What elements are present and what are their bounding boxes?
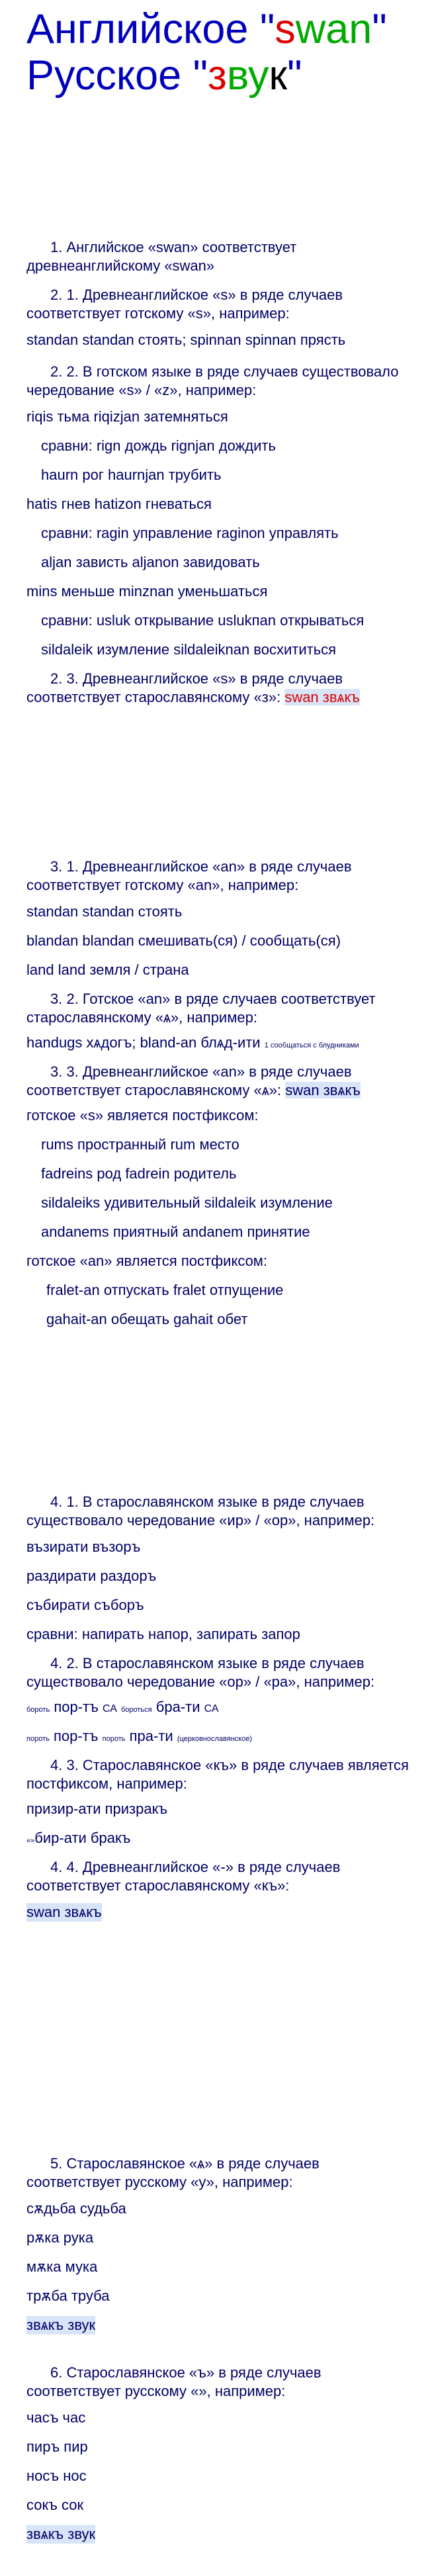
s3-example-9: swan звѧкъ [26,1904,102,1920]
s4-example-1: сѫдьба судьба [26,2200,126,2217]
s1-example-2: riqis тьма riqizjan затемняться [26,408,228,425]
s1-example-8: mins меньше minznan уменьшаться [26,583,268,600]
s1-example-4: haurn рог haurnjan трубить [41,466,222,483]
s1-example-6: сравни: ragin управление raginon управлять [41,525,339,541]
title-line-1: Английское "swan" [26,6,387,52]
s1-example-5: hatis гнев hatizon гневаться [26,496,212,512]
s3-example-3: събирати съборъ [26,1597,144,1613]
s2-example-6: fadreins род fadrein родитель [41,1165,237,1182]
s5-example-3: носъ нос [26,2467,87,2484]
s2-example-7: sildaleiks удивительный sildaleik изумление [41,1194,333,1211]
s1-example-7: aljan зависть aljanon завидовать [41,554,260,570]
s4-example-5: звѧкъ звук [26,2317,96,2333]
s2-paragraph-2: 3. 2. Готское «an» в ряде случаев соответствует старославянскому «ѧ», например: [26,991,376,1026]
s3-example-6: пороть пор-тъ пороть пра-ти (церковнославянское) [26,1728,253,1744]
s1-example-3: сравни: rign дождь rignjan дождить [41,437,276,454]
s3-paragraph-2: 4. 2. В старославянском языке в ряде случаев существовало чередование «ор» / «ра», например: [26,1655,375,1690]
s2-paragraph-5: готское «an» является постфиксом: [26,1253,268,1269]
s3-paragraph-1: 4. 1. В старославянском языке в ряде случаев существовало чередование «ир» / «ор», например: [26,1493,375,1529]
s5-paragraph-1: 6. Старославянское «ъ» в ряде случаев соответствует русскому «», например: [26,2364,322,2399]
s3-example-5: бороть пор-тъ СА бороться бра-ти СА [26,1699,219,1715]
s2-example-3: land land земля / страна [26,961,189,978]
s3-example-7: призир-ати призракъ [26,1800,167,1817]
s3-paragraph-4: 4. 4. Древнеанглийское «-» в ряде случаев соответствует старославянскому «къ»: [26,1859,341,1894]
s2-example-8: andanems приятный andanem принятие [41,1223,310,1240]
s3-example-2: раздирати раздоръ [26,1568,157,1584]
s2-example-10: gahait-an обещать gahait обет [46,1311,248,1327]
s2-paragraph-1: 3. 1. Древнеанглийское «an» в ряде случаев соответствует готскому «an», например: [26,858,352,893]
s2-paragraph-3: 3. 3. Древнеанглийское «an» в ряде случаев соответствует старославянскому «ѧ»: swan звѧкъ [26,1063,361,1098]
s3-paragraph-3: 4. 3. Старославянское «къ» в ряде случаев является постфиксом, например: [26,1757,409,1792]
s2-example-4-note: 1 сообщаться с блудниками [264,1042,359,1049]
s2-example-1: standan standan стоять [26,903,183,920]
s2-paragraph-4: готское «s» является постфиксом: [26,1107,259,1124]
s4-example-4: трѫба труба [26,2287,110,2304]
s1-paragraph-4-highlight: swan звѧкъ [284,689,360,705]
s2-example-4: handugs хѧдогъ; bland-an блѧд-ити 1 сообщаться с блудниками [26,1034,359,1051]
s1-paragraph-4: 2. 3. Древнеанглийское «s» в ряде случаев соответствует старославянскому «з»: swan звѧкъ [26,670,360,705]
s3-example-8: «»бир-ати бракъ [26,1830,131,1846]
s1-paragraph-1: 1. Английское «swan» соответствует древнеанглийскому «swan» [26,239,297,274]
s1-paragraph-2: 2. 1. Древнеанглийское «s» в ряде случаев соответствует готскому «s», например: [26,287,343,322]
s1-example-10: sildaleik изумление sildaleiknan восхититься [41,641,337,658]
s1-example-9: сравни: usluk открывание uslukпan открываться [41,612,365,629]
s4-example-2: рѫка рука [26,2229,94,2246]
s5-example-4: сокъ сок [26,2497,84,2513]
s2-example-2: blandan blandan смешивать(ся) / сообщать(ся) [26,932,341,949]
s1-example-1: standan standan стоять; spinnan spinnan прясть [26,332,346,348]
s3-example-1: възирати възоръ [26,1538,141,1555]
s2-example-5: rums пространный rum место [41,1136,239,1153]
s4-paragraph-1: 5. Старославянское «ѧ» в ряде случаев соответствует русскому «у», например: [26,2155,320,2190]
s2-paragraph-3-highlight: swan звѧкъ [285,1082,361,1098]
s5-example-1: часъ час [26,2409,86,2426]
title-line-2: Русское "звук" [26,52,302,99]
s1-paragraph-3: 2. 2. В готском языке в ряде случаев существовало чередование «s» / «z», например: [26,363,399,398]
s3-example-4: сравни: напирать напор, запирать запор [26,1626,300,1642]
s5-example-5: звѧкъ звук [26,2526,96,2542]
s4-example-3: мѫка мука [26,2258,98,2275]
s5-example-2: пиръ пир [26,2438,88,2455]
s2-example-9: fralet-an отпускать fralet отпущение [46,1282,284,1298]
